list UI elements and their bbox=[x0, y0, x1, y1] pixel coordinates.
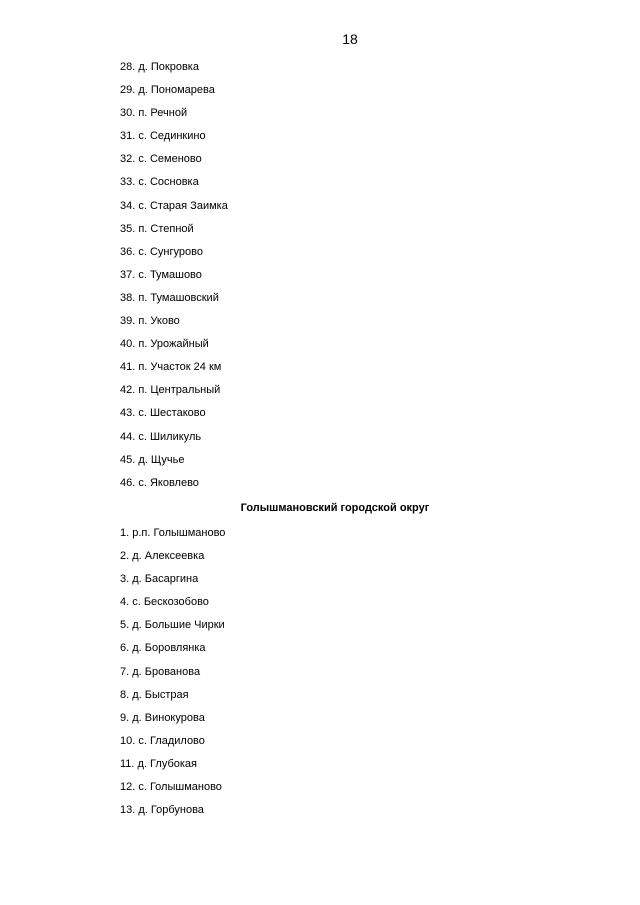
list-item: 39. п. Уково bbox=[120, 315, 180, 328]
list-item: 11. д. Глубокая bbox=[120, 757, 197, 770]
list-item: 4. с. Бескозобово bbox=[120, 596, 209, 609]
list-item: 6. д. Боровлянка bbox=[120, 642, 206, 655]
list-item: 5. д. Большие Чирки bbox=[120, 619, 225, 632]
settlement-list-continued bbox=[120, 61, 228, 500]
list-item: 46. с. Яковлево bbox=[120, 476, 199, 489]
list-item: 28. д. Покровка bbox=[120, 61, 199, 73]
list-item: 37. с. Тумашово bbox=[120, 268, 202, 281]
list-item: 2. д. Алексеевка bbox=[120, 550, 205, 563]
page-number: 18 bbox=[342, 31, 358, 47]
list-item: 12. с. Голышманово bbox=[120, 781, 222, 794]
list-item: 1. р.п. Голышманово bbox=[120, 527, 226, 539]
list-item: 8. д. Быстрая bbox=[120, 688, 189, 701]
settlement-list-section bbox=[120, 527, 225, 827]
list-item: 32. с. Семеново bbox=[120, 153, 202, 166]
list-item: 44. с. Шиликуль bbox=[120, 430, 202, 443]
list-item: 45. д. Щучье bbox=[120, 453, 185, 466]
list-item: 7. д. Брованова bbox=[120, 665, 201, 678]
list-item: 31. с. Сединкино bbox=[120, 130, 206, 143]
list-item: 34. с. Старая Заимка bbox=[120, 199, 228, 212]
list-item: 42. п. Центральный bbox=[120, 384, 221, 397]
list-item: 10. с. Гладилово bbox=[120, 734, 205, 747]
list-item: 29. д. Пономарева bbox=[120, 84, 215, 97]
list-item: 30. п. Речной bbox=[120, 107, 188, 120]
list-item: 13. д. Горбунова bbox=[120, 804, 204, 817]
list-item: 41. п. Участок 24 км bbox=[120, 361, 222, 374]
list-item: 33. с. Сосновка bbox=[120, 176, 199, 189]
list-item: 9. д. Винокурова bbox=[120, 711, 205, 724]
list-item: 40. п. Урожайный bbox=[120, 338, 209, 351]
list-item: 35. п. Степной bbox=[120, 222, 194, 235]
list-item: 3. д. Басаргина bbox=[120, 573, 199, 586]
list-item: 43. с. Шестаково bbox=[120, 407, 206, 420]
list-item: 36. с. Сунгурово bbox=[120, 245, 203, 258]
list-item: 38. п. Тумашовский bbox=[120, 291, 219, 304]
section-heading: Голышмановский городской округ bbox=[240, 502, 430, 514]
